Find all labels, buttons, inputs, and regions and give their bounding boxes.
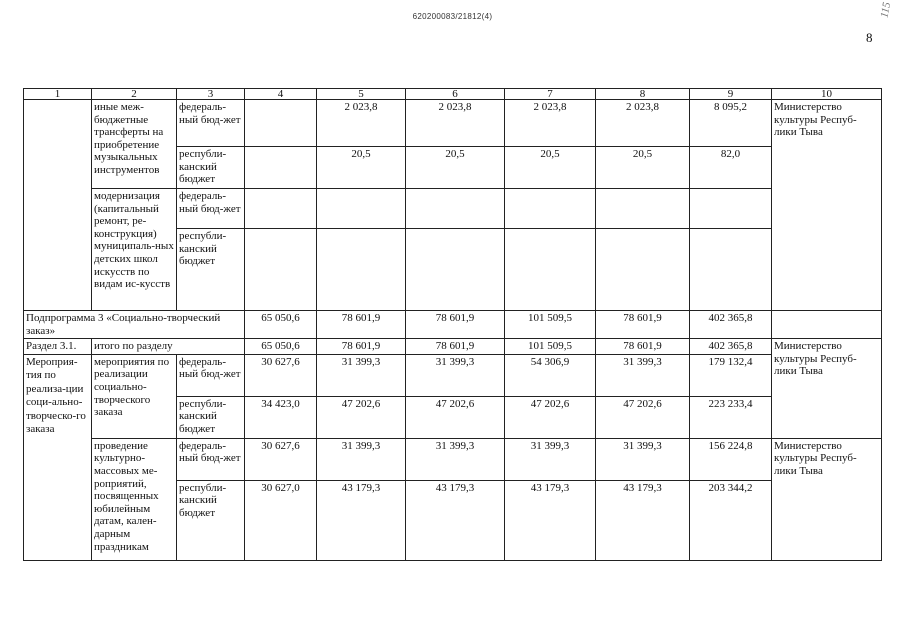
value-cell: 179 132,4 <box>690 354 772 396</box>
value-cell: 78 601,9 <box>406 311 505 339</box>
header-cell: 10 <box>772 89 882 100</box>
value-cell <box>245 100 317 147</box>
budget-source-cell: федераль-ный бюд-жет <box>177 100 245 147</box>
executor-cell: Министерство культуры Респуб-лики Тыва <box>772 438 882 560</box>
value-cell <box>245 229 317 311</box>
barcode-id: 620200083/21812(4) <box>412 12 493 21</box>
budget-source-cell: республи-канский бюджет <box>177 396 245 438</box>
value-cell: 30 627,0 <box>245 480 317 560</box>
budget-source-cell: федераль-ный бюд-жет <box>177 354 245 396</box>
continued-cell <box>24 100 92 311</box>
value-cell: 78 601,9 <box>596 339 690 355</box>
value-cell: 47 202,6 <box>317 396 406 438</box>
budget-source-cell: федераль-ный бюд-жет <box>177 438 245 480</box>
value-cell: 47 202,6 <box>505 396 596 438</box>
value-cell: 30 627,6 <box>245 438 317 480</box>
subprogram-row <box>24 311 882 339</box>
activity-cell: иные меж-бюджетные трансферты на приобретение музыкальных инструментов <box>92 100 177 189</box>
value-cell: 203 344,2 <box>690 480 772 560</box>
handwritten-mark: 115 <box>878 1 894 19</box>
subprogram-label: Подпрограмма 3 «Социально-творческий заказ» <box>24 311 245 339</box>
page-number: 8 <box>866 30 873 45</box>
section-total-row <box>24 339 882 355</box>
value-cell <box>690 189 772 229</box>
table-row <box>24 100 882 147</box>
value-cell: 402 365,8 <box>690 311 772 339</box>
budget-source-cell: республи-канский бюджет <box>177 147 245 189</box>
value-cell: 78 601,9 <box>317 311 406 339</box>
value-cell: 2 023,8 <box>596 100 690 147</box>
value-cell: 43 179,3 <box>317 480 406 560</box>
section-total-label: итого по разделу <box>92 339 245 355</box>
value-cell: 2 023,8 <box>406 100 505 147</box>
value-cell: 78 601,9 <box>596 311 690 339</box>
value-cell: 2 023,8 <box>317 100 406 147</box>
table-row <box>24 438 882 480</box>
budget-source-cell: республи-канский бюджет <box>177 229 245 311</box>
value-cell <box>505 189 596 229</box>
header-cell: 8 <box>596 89 690 100</box>
value-cell: 31 399,3 <box>406 438 505 480</box>
value-cell <box>596 229 690 311</box>
header-cell: 2 <box>92 89 177 100</box>
value-cell: 65 050,6 <box>245 339 317 355</box>
header-cell: 4 <box>245 89 317 100</box>
value-cell <box>690 229 772 311</box>
value-cell <box>317 189 406 229</box>
value-cell: 2 023,8 <box>505 100 596 147</box>
value-cell <box>505 229 596 311</box>
value-cell: 43 179,3 <box>596 480 690 560</box>
header-cell: 9 <box>690 89 772 100</box>
activity-cell: мероприятия по реализации социально-творческого заказа <box>92 354 177 438</box>
table-row <box>24 189 882 229</box>
value-cell: 20,5 <box>596 147 690 189</box>
value-cell <box>317 229 406 311</box>
section-label-top: Раздел 3.1. <box>24 339 92 355</box>
value-cell: 43 179,3 <box>505 480 596 560</box>
value-cell <box>245 147 317 189</box>
budget-source-cell: республи-канский бюджет <box>177 480 245 560</box>
value-cell: 156 224,8 <box>690 438 772 480</box>
budget-table <box>23 88 882 561</box>
value-cell: 223 233,4 <box>690 396 772 438</box>
value-cell <box>406 229 505 311</box>
value-cell <box>596 189 690 229</box>
section-label: Мероприя-тия по реализа-ции соци-ально-творческо-го заказа <box>24 354 92 560</box>
value-cell: 402 365,8 <box>690 339 772 355</box>
value-cell: 30 627,6 <box>245 354 317 396</box>
value-cell: 31 399,3 <box>406 354 505 396</box>
value-cell: 31 399,3 <box>505 438 596 480</box>
value-cell: 78 601,9 <box>317 339 406 355</box>
executor-cell <box>772 311 882 339</box>
value-cell: 31 399,3 <box>596 438 690 480</box>
value-cell: 47 202,6 <box>406 396 505 438</box>
header-cell: 1 <box>24 89 92 100</box>
activity-cell: проведение культурно-массовых ме-роприятий, посвященных юбилейным датам, кален-дарным праздникам <box>92 438 177 560</box>
value-cell: 34 423,0 <box>245 396 317 438</box>
value-cell: 20,5 <box>317 147 406 189</box>
table-row <box>24 354 882 396</box>
value-cell: 43 179,3 <box>406 480 505 560</box>
value-cell: 54 306,9 <box>505 354 596 396</box>
value-cell: 82,0 <box>690 147 772 189</box>
value-cell: 47 202,6 <box>596 396 690 438</box>
value-cell: 31 399,3 <box>596 354 690 396</box>
executor-cell: Министерство культуры Респуб-лики Тыва <box>772 339 882 439</box>
value-cell: 20,5 <box>505 147 596 189</box>
value-cell <box>245 189 317 229</box>
header-row <box>24 89 882 100</box>
value-cell: 78 601,9 <box>406 339 505 355</box>
value-cell <box>406 189 505 229</box>
value-cell: 101 509,5 <box>505 339 596 355</box>
header-cell: 3 <box>177 89 245 100</box>
value-cell: 31 399,3 <box>317 438 406 480</box>
budget-source-cell: федераль-ный бюд-жет <box>177 189 245 229</box>
value-cell: 31 399,3 <box>317 354 406 396</box>
executor-cell: Министерство культуры Респуб-лики Тыва <box>772 100 882 311</box>
header-cell: 5 <box>317 89 406 100</box>
value-cell: 8 095,2 <box>690 100 772 147</box>
value-cell: 65 050,6 <box>245 311 317 339</box>
value-cell: 101 509,5 <box>505 311 596 339</box>
activity-cell: модернизация (капитальный ремонт, ре-конструкция) муниципаль-ных детских школ искусств по видам ис-кусств <box>92 189 177 311</box>
value-cell: 20,5 <box>406 147 505 189</box>
header-cell: 6 <box>406 89 505 100</box>
header-cell: 7 <box>505 89 596 100</box>
